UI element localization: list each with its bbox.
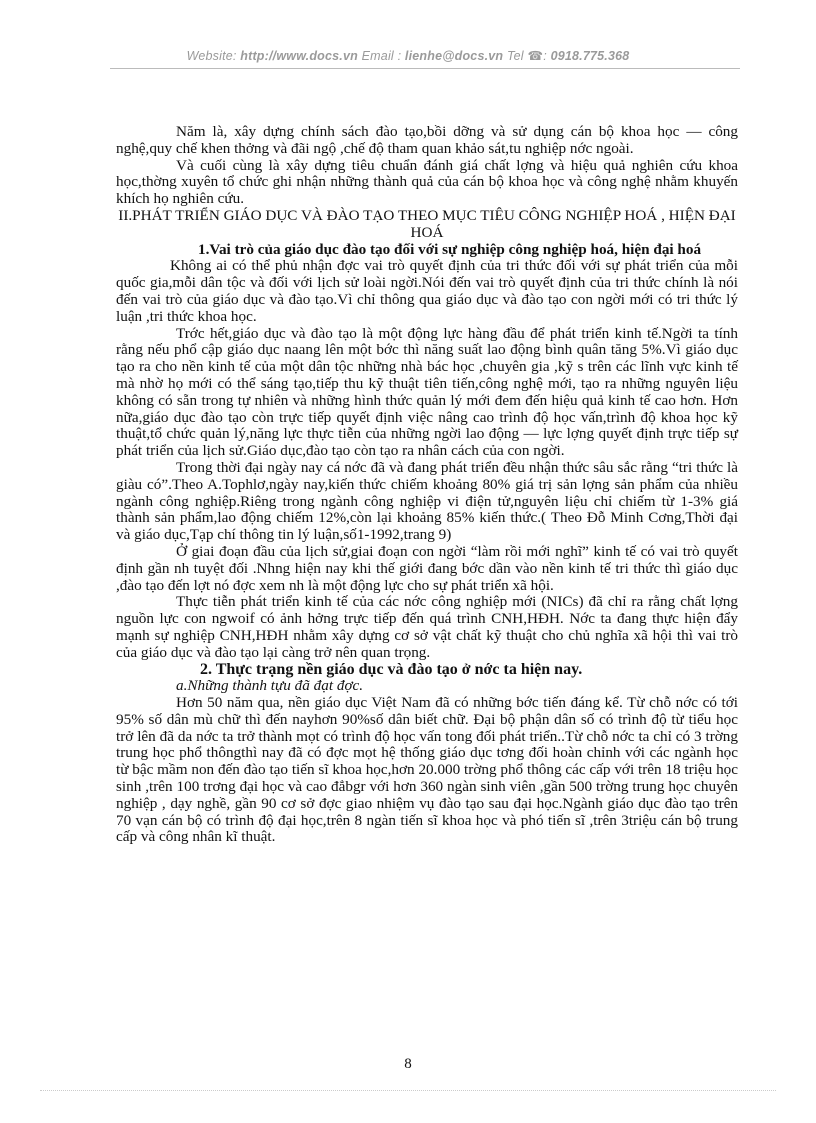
paragraph-8: Hơn 50 năm qua, nền giáo dục Việt Nam đã có những bớc tiến đáng kể. Từ chỗ nớc có tới 95% số dân mù chữ thì đến nayhơn 90%số dân biết chữ. Đại bộ phận dân số có trình độ từ tiểu học trở lên đã da nớc ta trở thành mọt có trình độ học vấn tong đối phát triển..Từ chỗ nớc ta chỉ có 3 trờng trung học phổ thôngthì nay đã có đợc mọt hệ thống giáo dục tơng đối hoàn chỉnh với các ngành học từ bậc mầm non đến đào tạo tiến sĩ khoa học,hơn 20.000 trờng phổ thông các cấp với trên 18 triệu học sinh ,trên 100 trơng đại học và cao đẳbgr với hơn 360 ngàn sinh viên ,gần 500 trờng trung học chuyên nghiệp , dạy nghề, gần 90 cơ sở đợc giao nhiệm vụ đào tạo sau đại học.Ngành giáo dục đào tạo trên 70 vạn cán bộ có trình độ đại học,trên 8 ngàn tiến sĩ khoa học và phó tiến sĩ ,trên 3triệu cán bộ trung cấp và công nhân kĩ thuật. [116,694,738,846]
paragraph-6: Ở giai đoạn đầu của lịch sử,giai đoạn con ngời “làm rồi mới nghĩ” kinh tế có vai trò quyết định gần nh tuyệt đối .Nhng hiện nay khi thế giới đang bớc dần vào nền kinh tế tri thức thì giáo dục ,đào tạo đến lợt nó đợc xem nh là một động lực cho sự phát triển xã hội. [116,542,738,594]
paragraph-4: Trớc hết,giáo dục và đào tạo là một động lực hàng đầu để phát triển kinh tế.Ngời ta tính rằng nếu phổ cập giáo dục naang lên một bớc thì năng suất lao động bình quân tăng 5%.Vì giáo dục tạo ra cho nền kinh tế của một dân tộc những nhà bác học ,chuyên gia ,kỹ s trên các lĩnh vực kinh tế mà nhờ họ mới có thể sáng tạo,tiếp thu kỹ thuật tiên tiến,công nghệ mới, tạo ra những nguyên liệu không có sẵn trong tự nhiên và những hình thức quản lý mới đem đến hiệu quả kinh tế cao hơn. Hơn nữa,giáo dục đào tạo còn trực tiếp quyết định việc nâng cao trình độ học vấn,trình độ khoa học kỹ thuật,tổ chức quản lý,năng lực thực tiễn của những ngời lao động — lực lợng quyết định trực tiếp sự phát triển của lịch sử.Giáo dục,đào tạo còn tạo ra nhân cách của con ngời. [116,324,738,460]
website-link[interactable]: http://www.docs.vn [240,49,358,63]
heading-3: a.Những thành tựu đã đạt đợc. [176,677,364,695]
page-number: 8 [404,1056,412,1072]
heading-2: 2. Thực trạng nền giáo dục và đào tạo ở nớc ta hiện nay. [200,660,583,678]
section-title: II.PHÁT TRIỂN GIÁO DỤC VÀ ĐÀO TẠO THEO MỤC TIÊU CÔNG NGHIỆP HOÁ , HIỆN ĐẠI HOÁ [118,206,736,241]
header-divider [110,68,740,69]
paragraph-1: Năm là, xây dựng chính sách đào tạo,bồi dỡng và sử dụng cán bộ khoa học — công nghệ,quy chế khen thởng và đãi ngộ ,chế độ tham quan khảo sát,tu nghiệp nớc ngoài. [116,123,738,157]
tel-number: 0918.775.368 [550,49,630,63]
paragraph-5: Trong thời đại ngày nay cá nớc đã và đang phát triển đều nhận thức sâu sắc rằng “tri thức là giàu có”.Theo A.Tophlơ,ngày nay,kiến thức chiếm khoảng 80% giá trị sản lợng sản phẩm của nhiều ngành công nghiệp.Riêng trong ngành công nghiệp vi điện tử,nguyên liệu chỉ chiếm từ 1-3% giá thành sản phẩm,lao động chiếm 12%,còn lại khoảng 85% kiến thức.( Theo Đỗ Minh Cơng,Thời đại và giáo dục,Tạp chí thông tin lý luận,số1-1992,trang 9) [116,458,738,544]
page-header [0,48,816,63]
paragraph-2: Và cuối cùng là xây dựng tiêu chuẩn đánh giá chất lợng và hiệu quả nghiên cứu khoa học,thờng xuyên tổ chức ghi nhận những thành quả của cán bộ khoa học và công nghệ nhằm khuyến khích họ nghiên cứu. [116,156,738,208]
heading-1: 1.Vai trò của giáo dục đào tạo đối với sự nghiệp công nghiệp hoá, hiện đại hoá [198,240,702,258]
tel-label: Tel ☎: [503,49,551,63]
website-label: Website: [186,49,241,63]
paragraph-7: Thực tiễn phát triển kinh tế của các nớc công nghiệp mới (NICs) đã chỉ ra rằng chất lợng nguồn lực con ngwoif có ảnh hởng trực tiếp đến quá trình CNH,HĐH. Nớc ta đang thực hiện đẩy mạnh sự nghiệp CNH,HĐH nhằm xây dựng cơ sở vật chất kỹ thuật cho chủ nghĩa xã hội thì vai trò của giáo dục và đào tạo lại càng trở nên quan trọng. [116,593,738,661]
footer-divider [40,1090,776,1091]
document-body [116,124,738,846]
email-label: Email : [357,49,405,63]
paragraph-3: Không ai có thể phủ nhận đợc vai trò quyết định của tri thức đối với sự phát triển của mỗi quốc gia,mỗi dân tộc và đối với lịch sử loài ngời.Nói đến vai trò quyết định của tri thức chính là nói đến vai trò của giáo dục và đào tạo.Vì chỉ thông qua giáo dục và đào tạo con ngời mới có tri thức lý luận ,tri thức khoa học. [116,257,738,325]
email-link[interactable]: lienhe@docs.vn [404,49,504,63]
